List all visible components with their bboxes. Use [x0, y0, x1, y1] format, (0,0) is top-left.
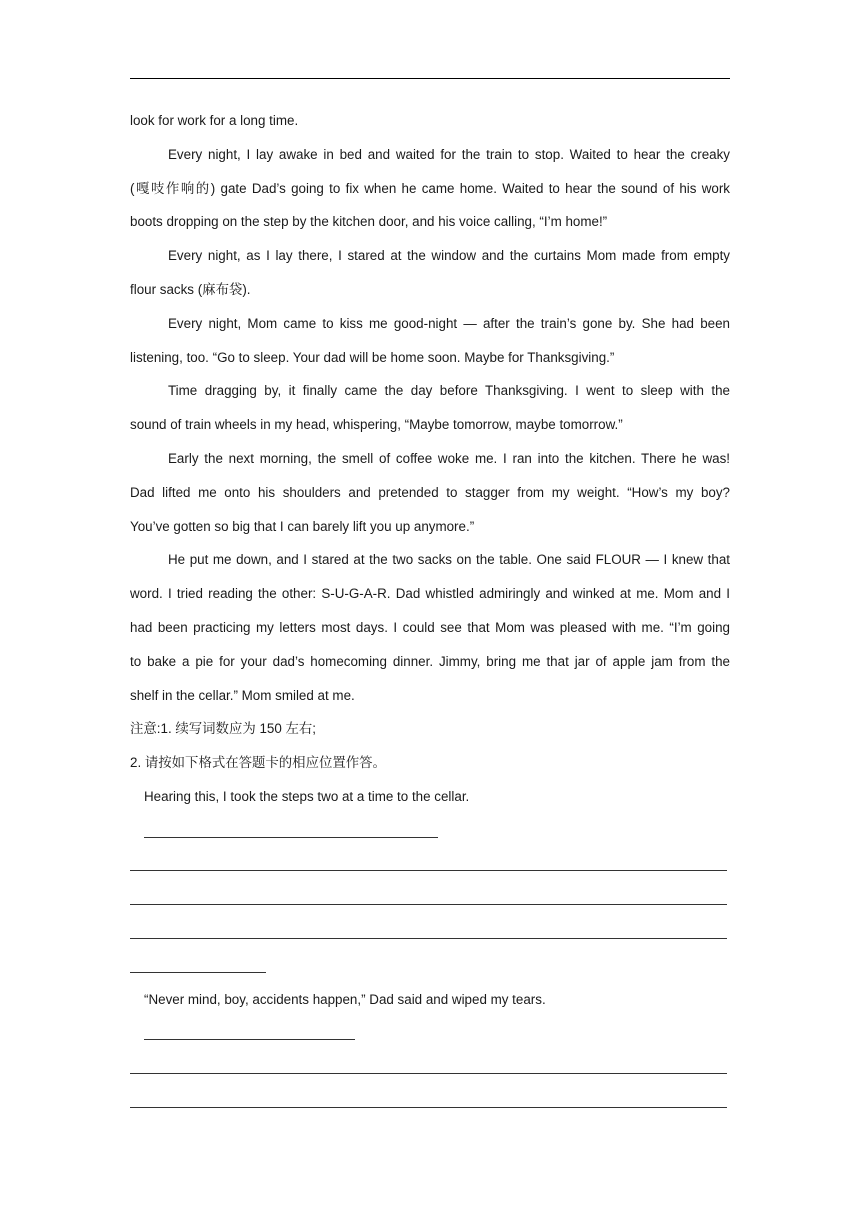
story-line: look for work for a long time.: [130, 113, 299, 128]
story-line: sound of train wheels in my head, whispering, “Maybe tomorrow, maybe tomorrow.”: [130, 417, 623, 433]
story-line: He put me down, and I stared at the two sacks on the table. One said FLOUR — I knew that: [168, 552, 730, 568]
answer-blank-line[interactable]: [130, 881, 730, 915]
story-line: Every night, Mom came to kiss me good-night — after the train’s gone by. She had been: [168, 315, 730, 331]
answer-blank-line[interactable]: [130, 848, 730, 882]
story-line: boots dropping on the step by the kitchen door, and his voice calling, “I’m home!”: [130, 214, 608, 230]
story-line: (嘎吱作响的) gate Dad’s going to fix when he came home. Waited to hear the sound of his work: [130, 180, 730, 196]
story-line: Early the next morning, the smell of coffee woke me. I ran into the kitchen. There he was!: [168, 450, 730, 466]
answer-blank-line[interactable]: [130, 915, 730, 949]
answer-blank-tail[interactable]: [130, 949, 730, 983]
story-line: had been practicing my letters most days. I could see that Mom was pleased with me. “I’m going: [130, 619, 730, 635]
story-line: listening, too. “Go to sleep. Your dad will be home soon. Maybe for Thanksgiving.”: [130, 349, 615, 365]
story-line: to bake a pie for your dad’s homecoming dinner. Jimmy, bring me that jar of apple jam from the: [130, 653, 730, 669]
instruction-note-1: 注意:1. 续写词数应为 150 左右;: [130, 721, 317, 737]
story-line: Every night, I lay awake in bed and waited for the train to stop. Waited to hear the creaky: [168, 146, 730, 162]
document-content: [130, 104, 730, 1118]
story-line: shelf in the cellar.” Mom smiled at me.: [130, 687, 355, 703]
story-line: Dad lifted me onto his shoulders and pretended to stagger from my weight. “How’s my boy?: [130, 484, 730, 500]
answer-blank-line[interactable]: [130, 1084, 730, 1118]
instruction-note-2: 2. 请按如下格式在答题卡的相应位置作答。: [130, 755, 386, 771]
answer-blank-line[interactable]: [130, 1050, 730, 1084]
story-line: Every night, as I lay there, I stared at the window and the curtains Mom made from empty: [168, 248, 730, 264]
header-rule: [130, 78, 730, 79]
story-line: flour sacks (麻布袋).: [130, 281, 251, 297]
continuation-prompt-2: “Never mind, boy, accidents happen,” Dad said and wiped my tears.: [144, 991, 546, 1007]
story-line: word. I tried reading the other: S-U-G-A-R. Dad whistled admiringly and winked at me. Mom and I: [130, 586, 730, 602]
answer-blank-short[interactable]: [130, 814, 730, 848]
story-line: You’ve gotten so big that I can barely lift you up anymore.”: [130, 518, 475, 534]
continuation-prompt-1: Hearing this, I took the steps two at a time to the cellar.: [144, 788, 470, 804]
answer-blank-short[interactable]: [130, 1017, 730, 1051]
story-line: Time dragging by, it finally came the day before Thanksgiving. I went to sleep with the: [168, 383, 730, 399]
